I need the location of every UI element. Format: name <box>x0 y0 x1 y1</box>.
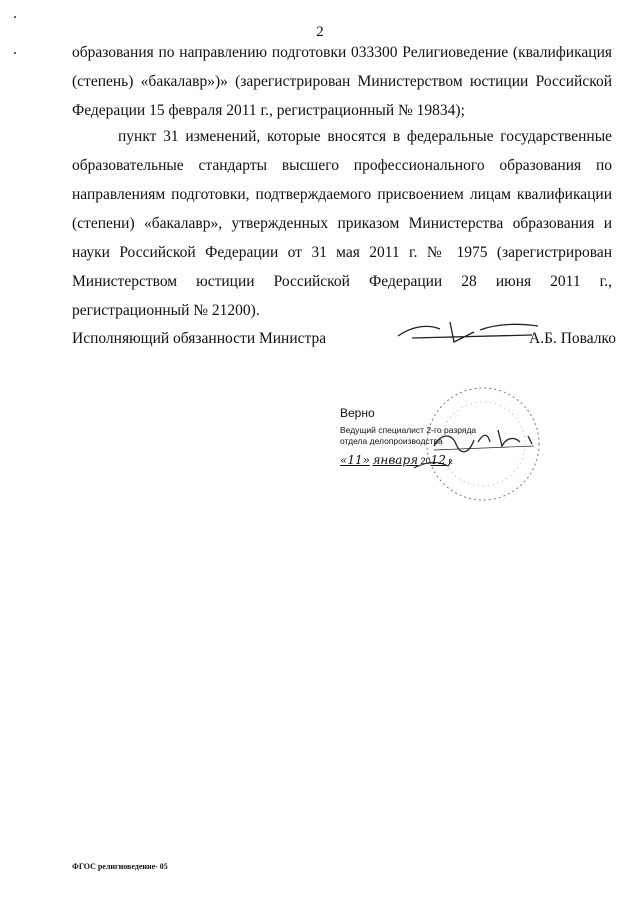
signatory-name: А.Б. Повалко <box>529 330 617 347</box>
stamp-date-day: «11» <box>340 453 370 467</box>
minister-signature <box>392 318 542 348</box>
stamp-position-line: отдела делопроизводства <box>340 436 443 446</box>
signatory-title: Исполняющий обязанности Министра <box>72 330 327 347</box>
stamp-verno: Верно <box>340 406 375 420</box>
page-number: 2 <box>316 24 324 40</box>
stamp-date-month: января <box>372 453 419 467</box>
stamp-date-suffix: г. <box>448 456 454 466</box>
scan-artifact <box>14 16 16 18</box>
paragraph: пункт 31 изменений, которые вносятся в федеральные государственные образовательные стандарты высшего профессионального образования по направлениям подготовки, подтверждаемого присвоением лицам квалификации (степени) «бакалавр», утвержденных приказом Министерства образования и науки Российской Федерации от 31 мая 2011 г. № 1975 (зарегистрирован Министерством юстиции Российской Федерации 28 июня 2011 г., регистрационный № 21200). <box>72 128 612 319</box>
certification-stamp <box>338 372 568 502</box>
footer-code: ФГОС религиоведение- 05 <box>72 862 168 871</box>
stamp-date-year-suffix: 12 <box>430 453 446 467</box>
paragraph: образования по направлению подготовки 033300 Религиоведение (квалификация (степень) «бакалавр»)» (зарегистрирован Министерством юстиции Российской Федерации 15 февраля 2011 г., регистрационный № 19834); <box>72 44 612 119</box>
stamp-position <box>340 425 476 447</box>
stamp-date-year-prefix: 20 <box>420 456 431 466</box>
stamp-position-line: Ведущий специалист 2-го разряда <box>340 425 477 435</box>
scan-artifact <box>14 52 16 54</box>
stamp-date <box>340 453 453 467</box>
